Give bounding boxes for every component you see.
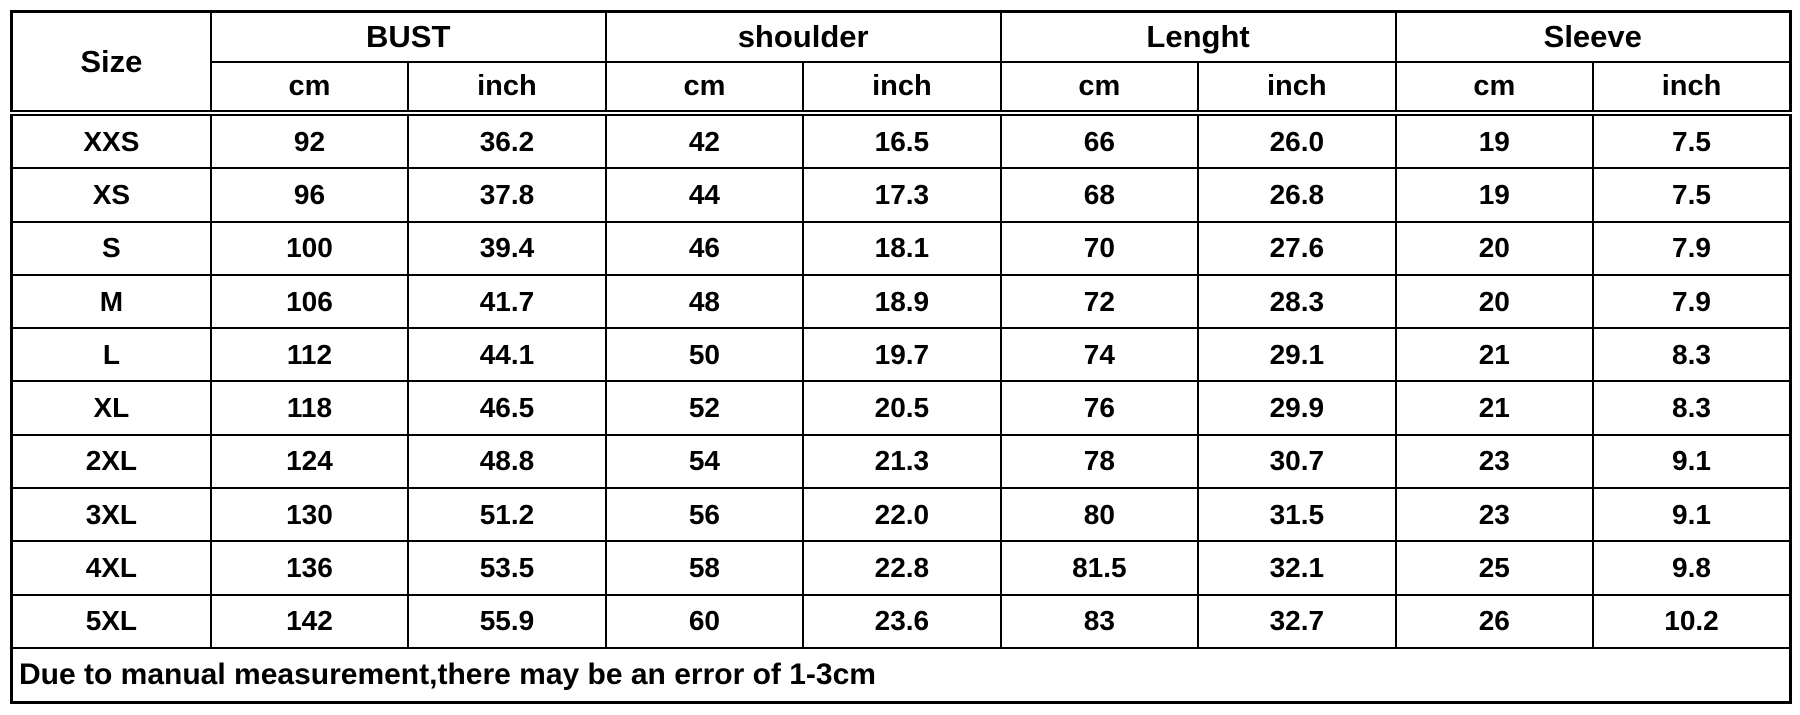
table-row (12, 222, 1791, 275)
measurement-cell: 20.5 (803, 381, 1000, 434)
unit-header-shoulder-cm: cm (606, 62, 803, 113)
measurement-cell: 25 (1396, 541, 1593, 594)
measurement-cell: 48.8 (408, 435, 605, 488)
measurement-cell: 118 (211, 381, 408, 434)
measurement-cell: 46 (606, 222, 803, 275)
measurement-cell: 26.8 (1198, 168, 1395, 221)
measurement-cell: 106 (211, 275, 408, 328)
measurement-cell: 81.5 (1001, 541, 1198, 594)
measurement-cell: 10.2 (1593, 595, 1790, 648)
measurement-cell: 20 (1396, 275, 1593, 328)
measurement-cell: 100 (211, 222, 408, 275)
size-cell: XS (12, 168, 211, 221)
measurement-cell: 20 (1396, 222, 1593, 275)
size-cell: 2XL (12, 435, 211, 488)
unit-header-bust-inch: inch (408, 62, 605, 113)
measurement-cell: 52 (606, 381, 803, 434)
unit-header-length-inch: inch (1198, 62, 1395, 113)
measurement-cell: 7.5 (1593, 113, 1790, 168)
measurement-cell: 22.8 (803, 541, 1000, 594)
size-cell: 5XL (12, 595, 211, 648)
measurement-cell: 7.9 (1593, 222, 1790, 275)
measurement-cell: 27.6 (1198, 222, 1395, 275)
measurement-cell: 21 (1396, 328, 1593, 381)
table-row (12, 435, 1791, 488)
measurement-cell: 44.1 (408, 328, 605, 381)
measurement-cell: 46.5 (408, 381, 605, 434)
size-column-header: Size (12, 12, 211, 114)
measurement-cell: 80 (1001, 488, 1198, 541)
measurement-cell: 130 (211, 488, 408, 541)
measurement-cell: 23.6 (803, 595, 1000, 648)
measurement-cell: 37.8 (408, 168, 605, 221)
measurement-cell: 18.1 (803, 222, 1000, 275)
measurement-cell: 70 (1001, 222, 1198, 275)
measurement-cell: 19 (1396, 113, 1593, 168)
group-header-sleeve: Sleeve (1396, 12, 1791, 63)
measurement-cell: 17.3 (803, 168, 1000, 221)
measurement-cell: 68 (1001, 168, 1198, 221)
measurement-cell: 41.7 (408, 275, 605, 328)
measurement-cell: 50 (606, 328, 803, 381)
unit-header-length-cm: cm (1001, 62, 1198, 113)
measurement-cell: 9.8 (1593, 541, 1790, 594)
measurement-cell: 30.7 (1198, 435, 1395, 488)
measurement-cell: 9.1 (1593, 488, 1790, 541)
measurement-cell: 7.9 (1593, 275, 1790, 328)
measurement-cell: 16.5 (803, 113, 1000, 168)
size-cell: XXS (12, 113, 211, 168)
size-cell: 3XL (12, 488, 211, 541)
group-header-row (12, 12, 1791, 63)
measurement-cell: 21 (1396, 381, 1593, 434)
measurement-cell: 26.0 (1198, 113, 1395, 168)
measurement-cell: 31.5 (1198, 488, 1395, 541)
measurement-cell: 29.9 (1198, 381, 1395, 434)
measurement-cell: 76 (1001, 381, 1198, 434)
measurement-note: Due to manual measurement,there may be an error of 1-3cm (12, 648, 1791, 703)
measurement-cell: 29.1 (1198, 328, 1395, 381)
measurement-cell: 36.2 (408, 113, 605, 168)
measurement-cell: 32.7 (1198, 595, 1395, 648)
group-header-bust: BUST (211, 12, 606, 63)
size-cell: XL (12, 381, 211, 434)
table-row (12, 328, 1791, 381)
measurement-cell: 66 (1001, 113, 1198, 168)
measurement-cell: 48 (606, 275, 803, 328)
footer-row (12, 648, 1791, 703)
measurement-cell: 26 (1396, 595, 1593, 648)
measurement-cell: 142 (211, 595, 408, 648)
measurement-cell: 124 (211, 435, 408, 488)
measurement-cell: 112 (211, 328, 408, 381)
measurement-cell: 53.5 (408, 541, 605, 594)
measurement-cell: 92 (211, 113, 408, 168)
measurement-cell: 83 (1001, 595, 1198, 648)
measurement-cell: 7.5 (1593, 168, 1790, 221)
size-cell: 4XL (12, 541, 211, 594)
measurement-cell: 54 (606, 435, 803, 488)
measurement-cell: 96 (211, 168, 408, 221)
measurement-cell: 18.9 (803, 275, 1000, 328)
size-cell: L (12, 328, 211, 381)
unit-header-sleeve-inch: inch (1593, 62, 1790, 113)
size-chart-table (10, 10, 1792, 704)
group-header-shoulder: shoulder (606, 12, 1001, 63)
unit-header-shoulder-inch: inch (803, 62, 1000, 113)
unit-header-bust-cm: cm (211, 62, 408, 113)
measurement-cell: 74 (1001, 328, 1198, 381)
measurement-cell: 23 (1396, 488, 1593, 541)
measurement-cell: 42 (606, 113, 803, 168)
measurement-cell: 22.0 (803, 488, 1000, 541)
measurement-cell: 136 (211, 541, 408, 594)
measurement-cell: 39.4 (408, 222, 605, 275)
unit-header-row (12, 62, 1791, 113)
table-row (12, 381, 1791, 434)
measurement-cell: 19 (1396, 168, 1593, 221)
measurement-cell: 56 (606, 488, 803, 541)
table-row (12, 275, 1791, 328)
measurement-cell: 8.3 (1593, 381, 1790, 434)
unit-header-sleeve-cm: cm (1396, 62, 1593, 113)
measurement-cell: 55.9 (408, 595, 605, 648)
table-row (12, 113, 1791, 168)
table-row (12, 168, 1791, 221)
table-row (12, 488, 1791, 541)
measurement-cell: 51.2 (408, 488, 605, 541)
measurement-cell: 60 (606, 595, 803, 648)
table-row (12, 595, 1791, 648)
size-cell: M (12, 275, 211, 328)
measurement-cell: 58 (606, 541, 803, 594)
measurement-cell: 23 (1396, 435, 1593, 488)
measurement-cell: 32.1 (1198, 541, 1395, 594)
measurement-cell: 44 (606, 168, 803, 221)
measurement-cell: 9.1 (1593, 435, 1790, 488)
measurement-cell: 21.3 (803, 435, 1000, 488)
table-row (12, 541, 1791, 594)
measurement-cell: 78 (1001, 435, 1198, 488)
measurement-cell: 8.3 (1593, 328, 1790, 381)
measurement-cell: 19.7 (803, 328, 1000, 381)
measurement-cell: 28.3 (1198, 275, 1395, 328)
group-header-length: Lenght (1001, 12, 1396, 63)
measurement-cell: 72 (1001, 275, 1198, 328)
size-cell: S (12, 222, 211, 275)
